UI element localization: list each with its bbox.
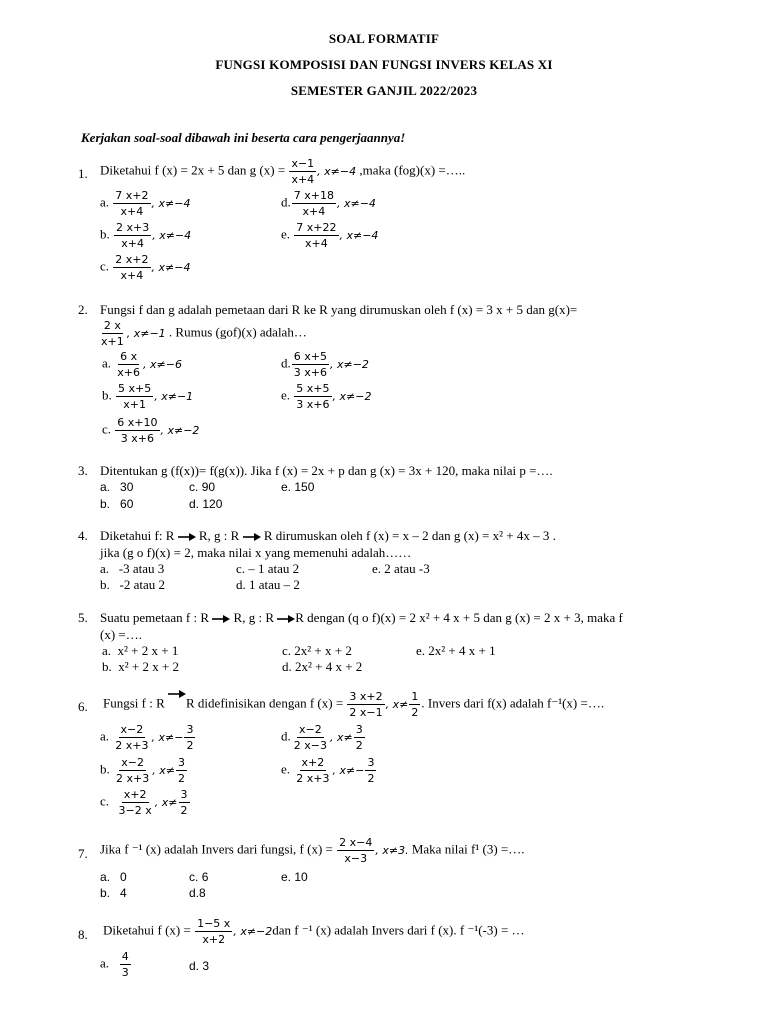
title-line-1: SOAL FORMATIF (328, 31, 440, 46)
q4-stem: Diketahui f: R R, g : R R dirumuskan oleh f (x) = x – 2 dan g (x) = x² + 4x – 3 . (100, 528, 556, 543)
arrow-icon (212, 614, 230, 624)
q4-option-d: d. 1 atau – 2 (236, 577, 300, 592)
q7-stem: Jika f ⁻¹ (x) adalah Invers dari fungsi, f (x) = $\frac{2 x-4}{x-3}$ , x≠3. Maka nilai f¹ (3) =…. (100, 836, 525, 865)
q1-option-e: e. $\frac{7 x+22}{x+4}$ , x≠−4 (281, 221, 379, 250)
q3-option-e: e. 150 (281, 480, 315, 494)
q1-text-a: Diketahui f (x) = 2x + 5 dan g (x) = (100, 162, 286, 178)
q1-option-d: d. $\frac{7 x+18}{x+4}$ , x≠−4 (281, 189, 376, 218)
title-line-2: FUNGSI KOMPOSISI DAN FUNGSI INVERS KELAS XI (215, 57, 553, 72)
q5-line2: (x) =…. (100, 627, 142, 642)
q6-option-a: a. $\frac{x-2}{2 x+3}$ , x≠− $\frac{3}{2}$ (100, 723, 194, 752)
q2-g-fraction: $\frac{2 x}{x+1}$ (101, 319, 124, 348)
q5-number: 5. (78, 610, 88, 625)
q4-option-b: b. -2 atau 2 (100, 577, 165, 592)
q8-option-a: a. $\frac{4}{3}$ (100, 950, 129, 979)
q2-text-a: Fungsi f dan g adalah pemetaan dari R ke R yang dirumuskan oleh f (x) = 3 x + 5 dan g(x)= (100, 302, 578, 317)
q2-option-a: a. $\frac{6 x}{x+6}$ , x≠−6 (102, 350, 182, 379)
q6-option-d: d. $\frac{x-2}{2 x-3}$ , x≠ $\frac{3}{2}$ (281, 723, 363, 752)
q6-option-b: b. $\frac{x-2}{2 x+3}$ , x≠ $\frac{3}{2}$ (100, 756, 185, 785)
q2-g-condition: , x≠−1 (126, 327, 166, 340)
q2-option-c: c. $\frac{6 x+10}{3 x+6}$ , x≠−2 (102, 416, 200, 445)
q2-option-e: e. $\frac{5 x+5}{3 x+6}$ , x≠−2 (281, 382, 372, 411)
q3-option-a: a. 30 (100, 480, 134, 494)
q7-number: 7. (78, 846, 88, 861)
q8-stem: Diketahui f (x) = $\frac{1-5 x}{x+2}$ , x≠−2dan f ⁻¹ (x) adalah Invers dari f (x). f ⁻¹(-3) = … (103, 917, 525, 946)
q3-option-b: b. 60 (100, 497, 134, 511)
q3-option-c: c. 90 (189, 480, 216, 494)
q4-line2: jika (g o f)(x) = 2, maka nilai x yang memenuhi adalah…… (100, 545, 412, 560)
q8-number: 8. (78, 927, 88, 942)
q5-option-c: c. 2x² + x + 2 (282, 643, 352, 658)
q5-option-a: a. x² + 2 x + 1 (102, 643, 179, 658)
q7-option-d: d.8 (189, 886, 206, 900)
q5-option-e: e. 2x² + 4 x + 1 (416, 643, 496, 658)
q6-f-fraction: $\frac{3 x+2}{2 x-1}$ (349, 690, 383, 719)
q5-option-d: d. 2x² + 4 x + 2 (282, 659, 363, 674)
q2-text-b: . Rumus (gof)(x) adalah… (168, 324, 307, 340)
arrow-icon (168, 690, 186, 702)
q2-number: 2. (78, 302, 88, 317)
q1-g-condition: , x≠−4 (317, 165, 357, 178)
title-line-3: SEMESTER GANJIL 2022/2023 (290, 83, 478, 98)
q3-option-d: d. 120 (189, 497, 223, 511)
q4-number: 4. (78, 528, 88, 543)
arrow-icon (243, 532, 261, 542)
q6-option-e: e. $\frac{x+2}{2 x+3}$ , x≠− $\frac{3}{2}$ (281, 756, 375, 785)
q2-option-b: b. $\frac{5 x+5}{x+1}$ , x≠−1 (102, 382, 194, 411)
q2-stem-line2 (98, 319, 307, 348)
q1-number: 1. (78, 166, 88, 181)
q3-text: Ditentukan g (f(x))= f(g(x)). Jika f (x) = 2x + p dan g (x) = 3x + 120, maka nilai p =…. (100, 463, 553, 478)
q8-f-fraction: $\frac{1-5 x}{x+2}$ (197, 917, 231, 946)
q1-option-c: c. $\frac{2 x+2}{x+4}$ , x≠−4 (100, 253, 191, 282)
q1-stem (100, 157, 465, 186)
q1-text-b: ,maka (fog)(x) =….. (359, 162, 466, 178)
q6-option-c: c. $\frac{x+2}{3-2 x}$ , x≠ $\frac{3}{2}$ (100, 788, 188, 817)
q1-g-fraction: $\frac{x-1}{x+4}$ (291, 157, 315, 186)
q6-number: 6. (78, 699, 88, 714)
q4-option-a: a. -3 atau 3 (100, 561, 165, 576)
q3-number: 3. (78, 463, 88, 478)
q1-option-b: b. $\frac{2 x+3}{x+4}$ , x≠−4 (100, 221, 192, 250)
q4-option-c: c. – 1 atau 2 (236, 561, 300, 576)
q7-option-c: c. 6 (189, 870, 209, 884)
q7-option-a: a. 0 (100, 870, 127, 884)
q7-option-b: b. 4 (100, 886, 127, 900)
q7-f-fraction: $\frac{2 x-4}{x-3}$ (339, 836, 373, 865)
arrow-icon (178, 532, 196, 542)
q5-option-b: b. x² + 2 x + 2 (102, 659, 180, 674)
q1-option-a: a. $\frac{7 x+2}{x+4}$ , x≠−4 (100, 189, 191, 218)
q6-half-fraction: $\frac{1}{2}$ (411, 690, 419, 719)
q2-option-d: d. $\frac{6 x+5}{3 x+6}$ , x≠−2 (281, 350, 369, 379)
q5-stem: Suatu pemetaan f : R R, g : R R dengan (q o f)(x) = 2 x² + 4 x + 5 dan g (x) = 2 x + 3, maka f (100, 610, 623, 625)
q6-stem: Fungsi f : R R didefinisikan dengan f (x) = $\frac{3 x+2}{2 x-1}$ , x≠ $\frac{1}{2}$ . Invers dari f(x) adalah f⁻¹(x) =…. (103, 690, 605, 719)
q8-option-d: d. 3 (189, 959, 210, 973)
instruction: Kerjakan soal-soal dibawah ini beserta cara pengerjaannya! (81, 130, 406, 145)
arrow-icon (277, 614, 295, 624)
q4-option-e: e. 2 atau -3 (372, 561, 430, 576)
q7-option-e: e. 10 (281, 870, 308, 884)
